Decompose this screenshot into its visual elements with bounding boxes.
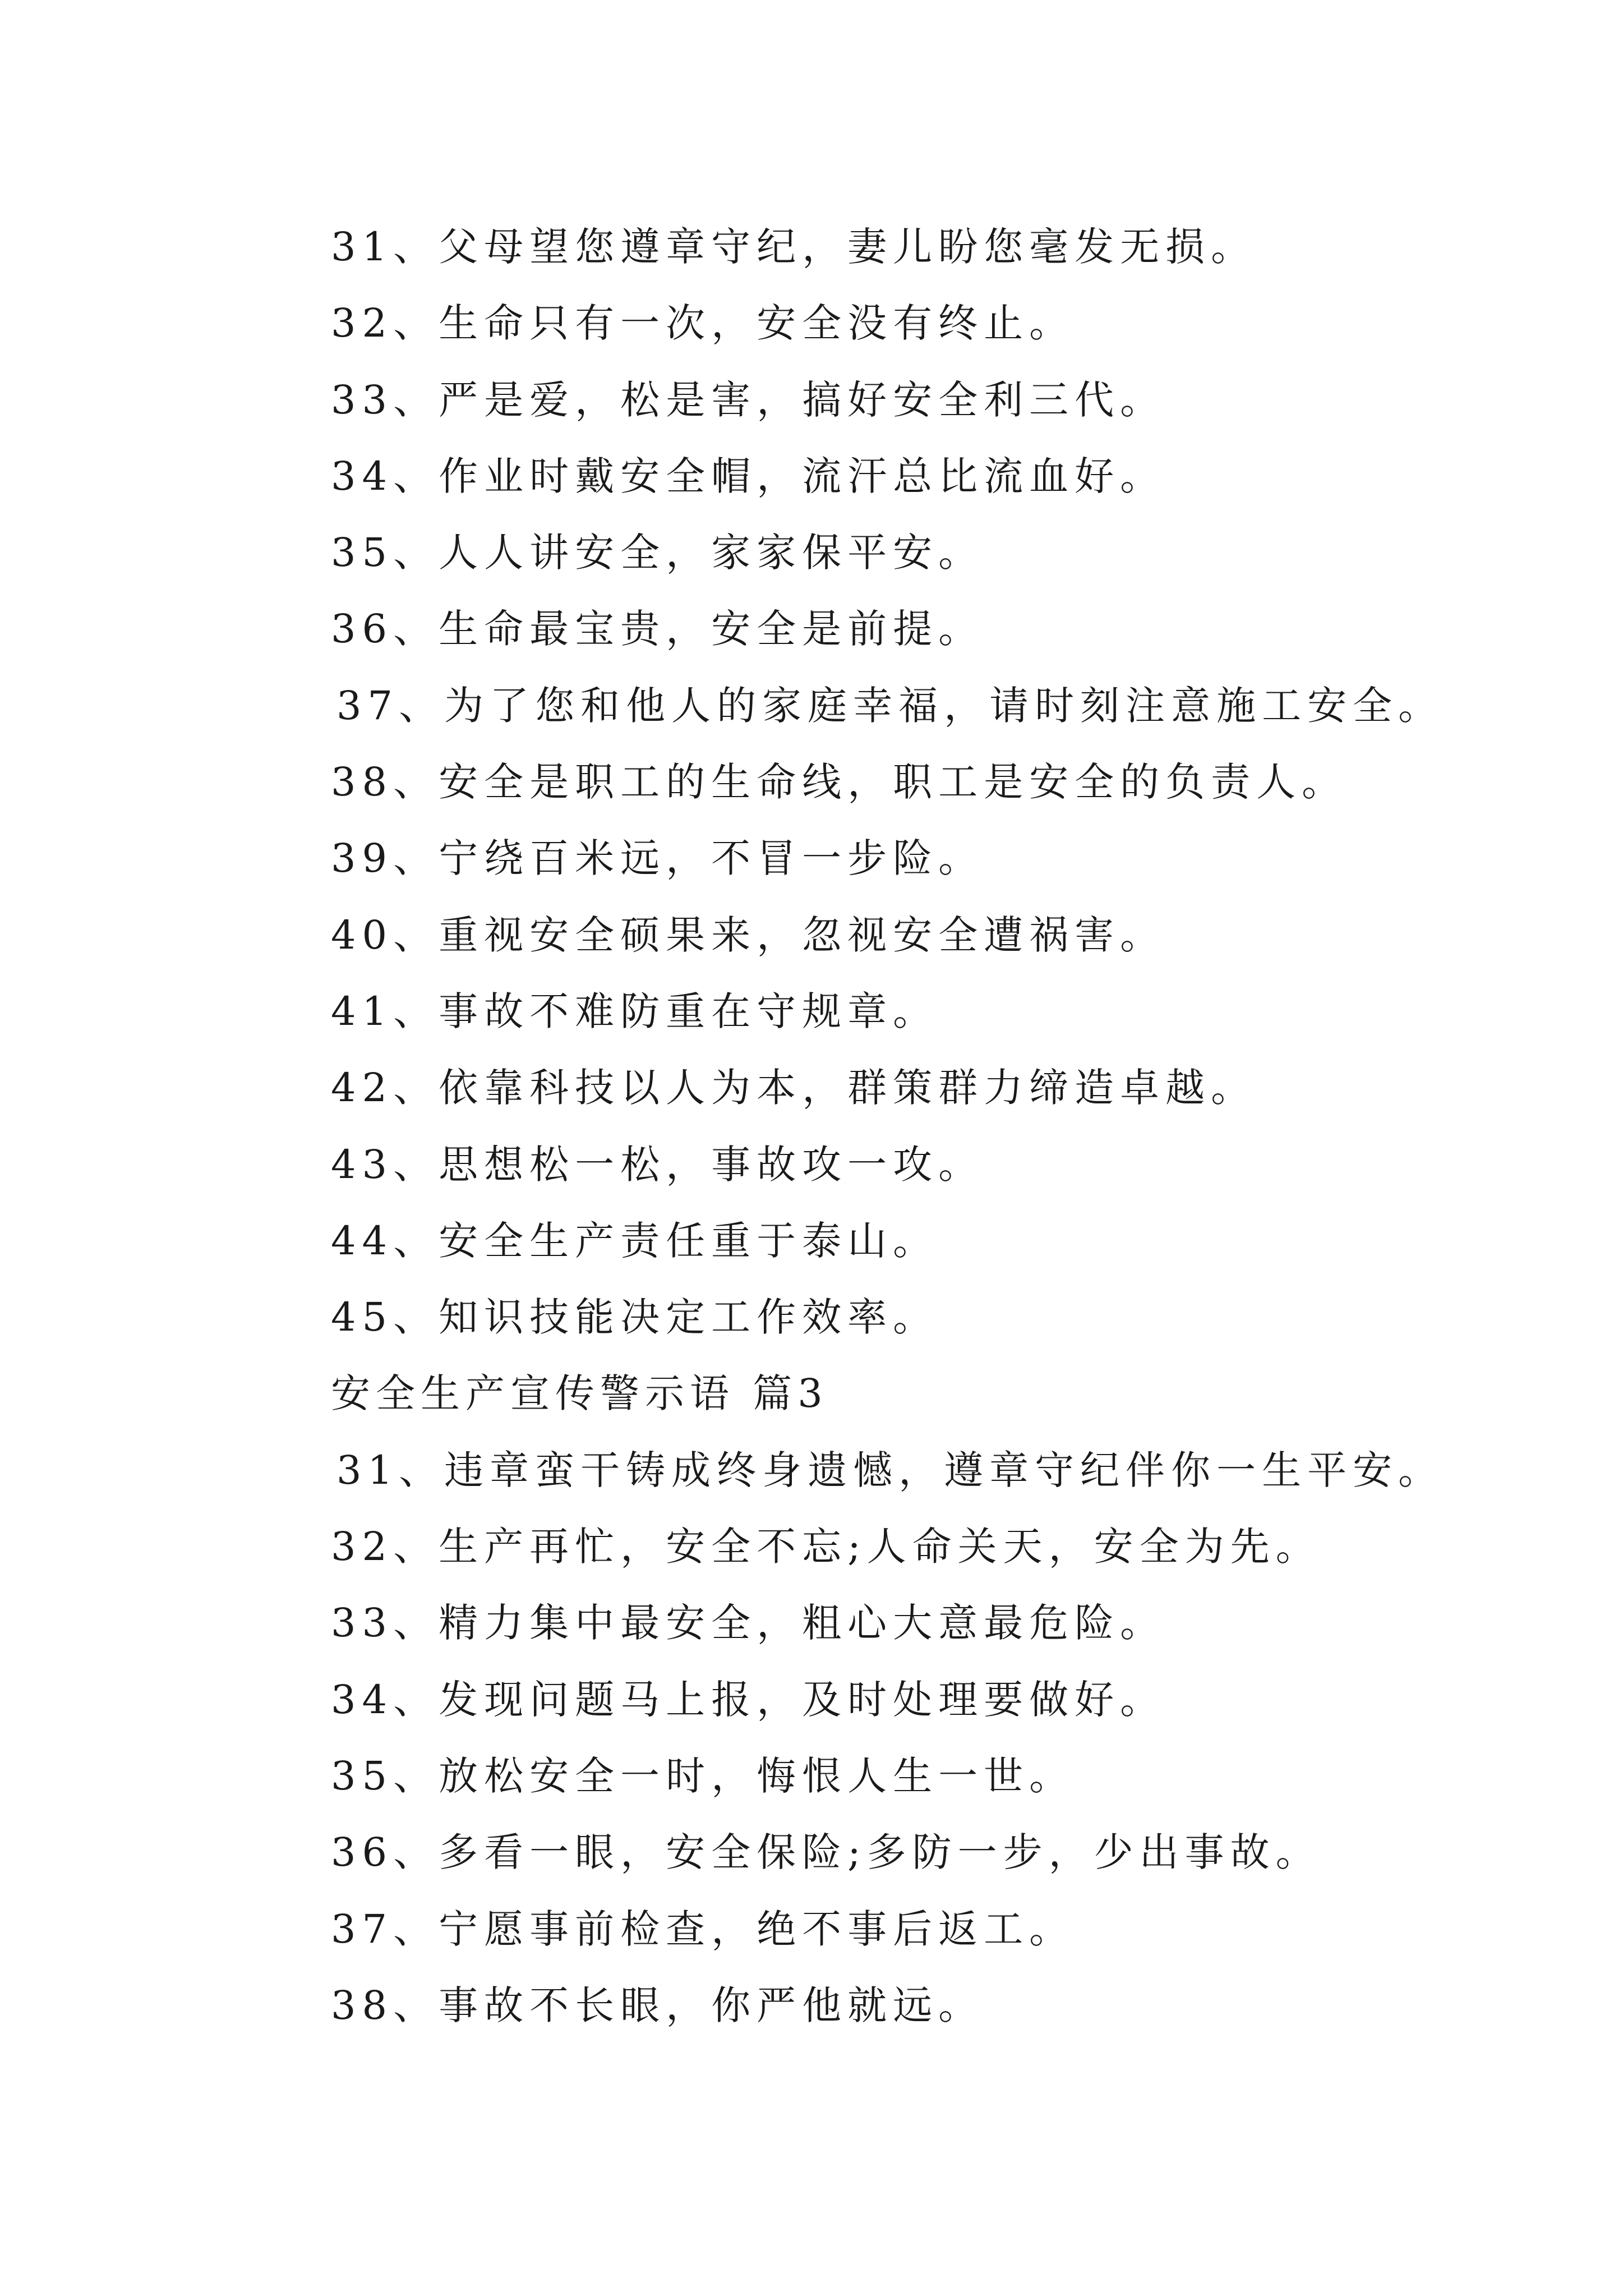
slogan-line: 35、放松安全一时，悔恨人生一世。 <box>331 1752 1075 1799</box>
slogan-line: 34、发现问题马上报，及时处理要做好。 <box>331 1676 1166 1723</box>
section-heading: 安全生产宣传警示语 篇3 <box>331 1370 828 1417</box>
slogan-line: 32、生命只有一次，安全没有终止。 <box>331 300 1075 347</box>
slogan-line: 35、人人讲安全，家家保平安。 <box>331 530 984 576</box>
slogan-line: 37、为了您和他人的家庭幸福，请时刻注意施工安全。 <box>336 682 1444 729</box>
slogan-line: 38、事故不长眼，你严他就远。 <box>331 1982 984 2028</box>
slogan-line: 34、作业时戴安全帽，流汗总比流血好。 <box>331 453 1166 499</box>
slogan-line: 43、思想松一松，事故攻一攻。 <box>331 1141 984 1188</box>
slogan-line: 33、精力集中最安全，粗心大意最危险。 <box>331 1600 1166 1646</box>
slogan-line: 38、安全是职工的生命线，职工是安全的负责人。 <box>331 759 1348 806</box>
slogan-line: 31、父母望您遵章守纪，妻儿盼您毫发无损。 <box>331 224 1257 270</box>
slogan-line: 42、依靠科技以人为本，群策群力缔造卓越。 <box>331 1065 1257 1111</box>
slogan-line: 32、生产再忙，安全不忘;人命关天，安全为先。 <box>331 1524 1321 1570</box>
slogan-line: 31、违章蛮干铸成终身遗憾，遵章守纪伴你一生平安。 <box>336 1447 1444 1493</box>
slogan-line: 36、生命最宝贵，安全是前提。 <box>331 606 984 652</box>
slogan-line: 44、安全生产责任重于泰山。 <box>331 1217 939 1264</box>
document-body <box>331 209 1520 2044</box>
slogan-line: 37、宁愿事前检查，绝不事后返工。 <box>331 1906 1075 1952</box>
slogan-line: 40、重视安全硕果来，忽视安全遭祸害。 <box>331 912 1166 958</box>
slogan-line: 33、严是爱，松是害，搞好安全利三代。 <box>331 376 1166 423</box>
slogan-line: 41、事故不难防重在守规章。 <box>331 988 939 1034</box>
slogan-line: 45、知识技能决定工作效率。 <box>331 1294 939 1341</box>
slogan-line: 39、宁绕百米远，不冒一步险。 <box>331 835 984 882</box>
slogan-line: 36、多看一眼，安全保险;多防一步，少出事故。 <box>331 1829 1321 1876</box>
